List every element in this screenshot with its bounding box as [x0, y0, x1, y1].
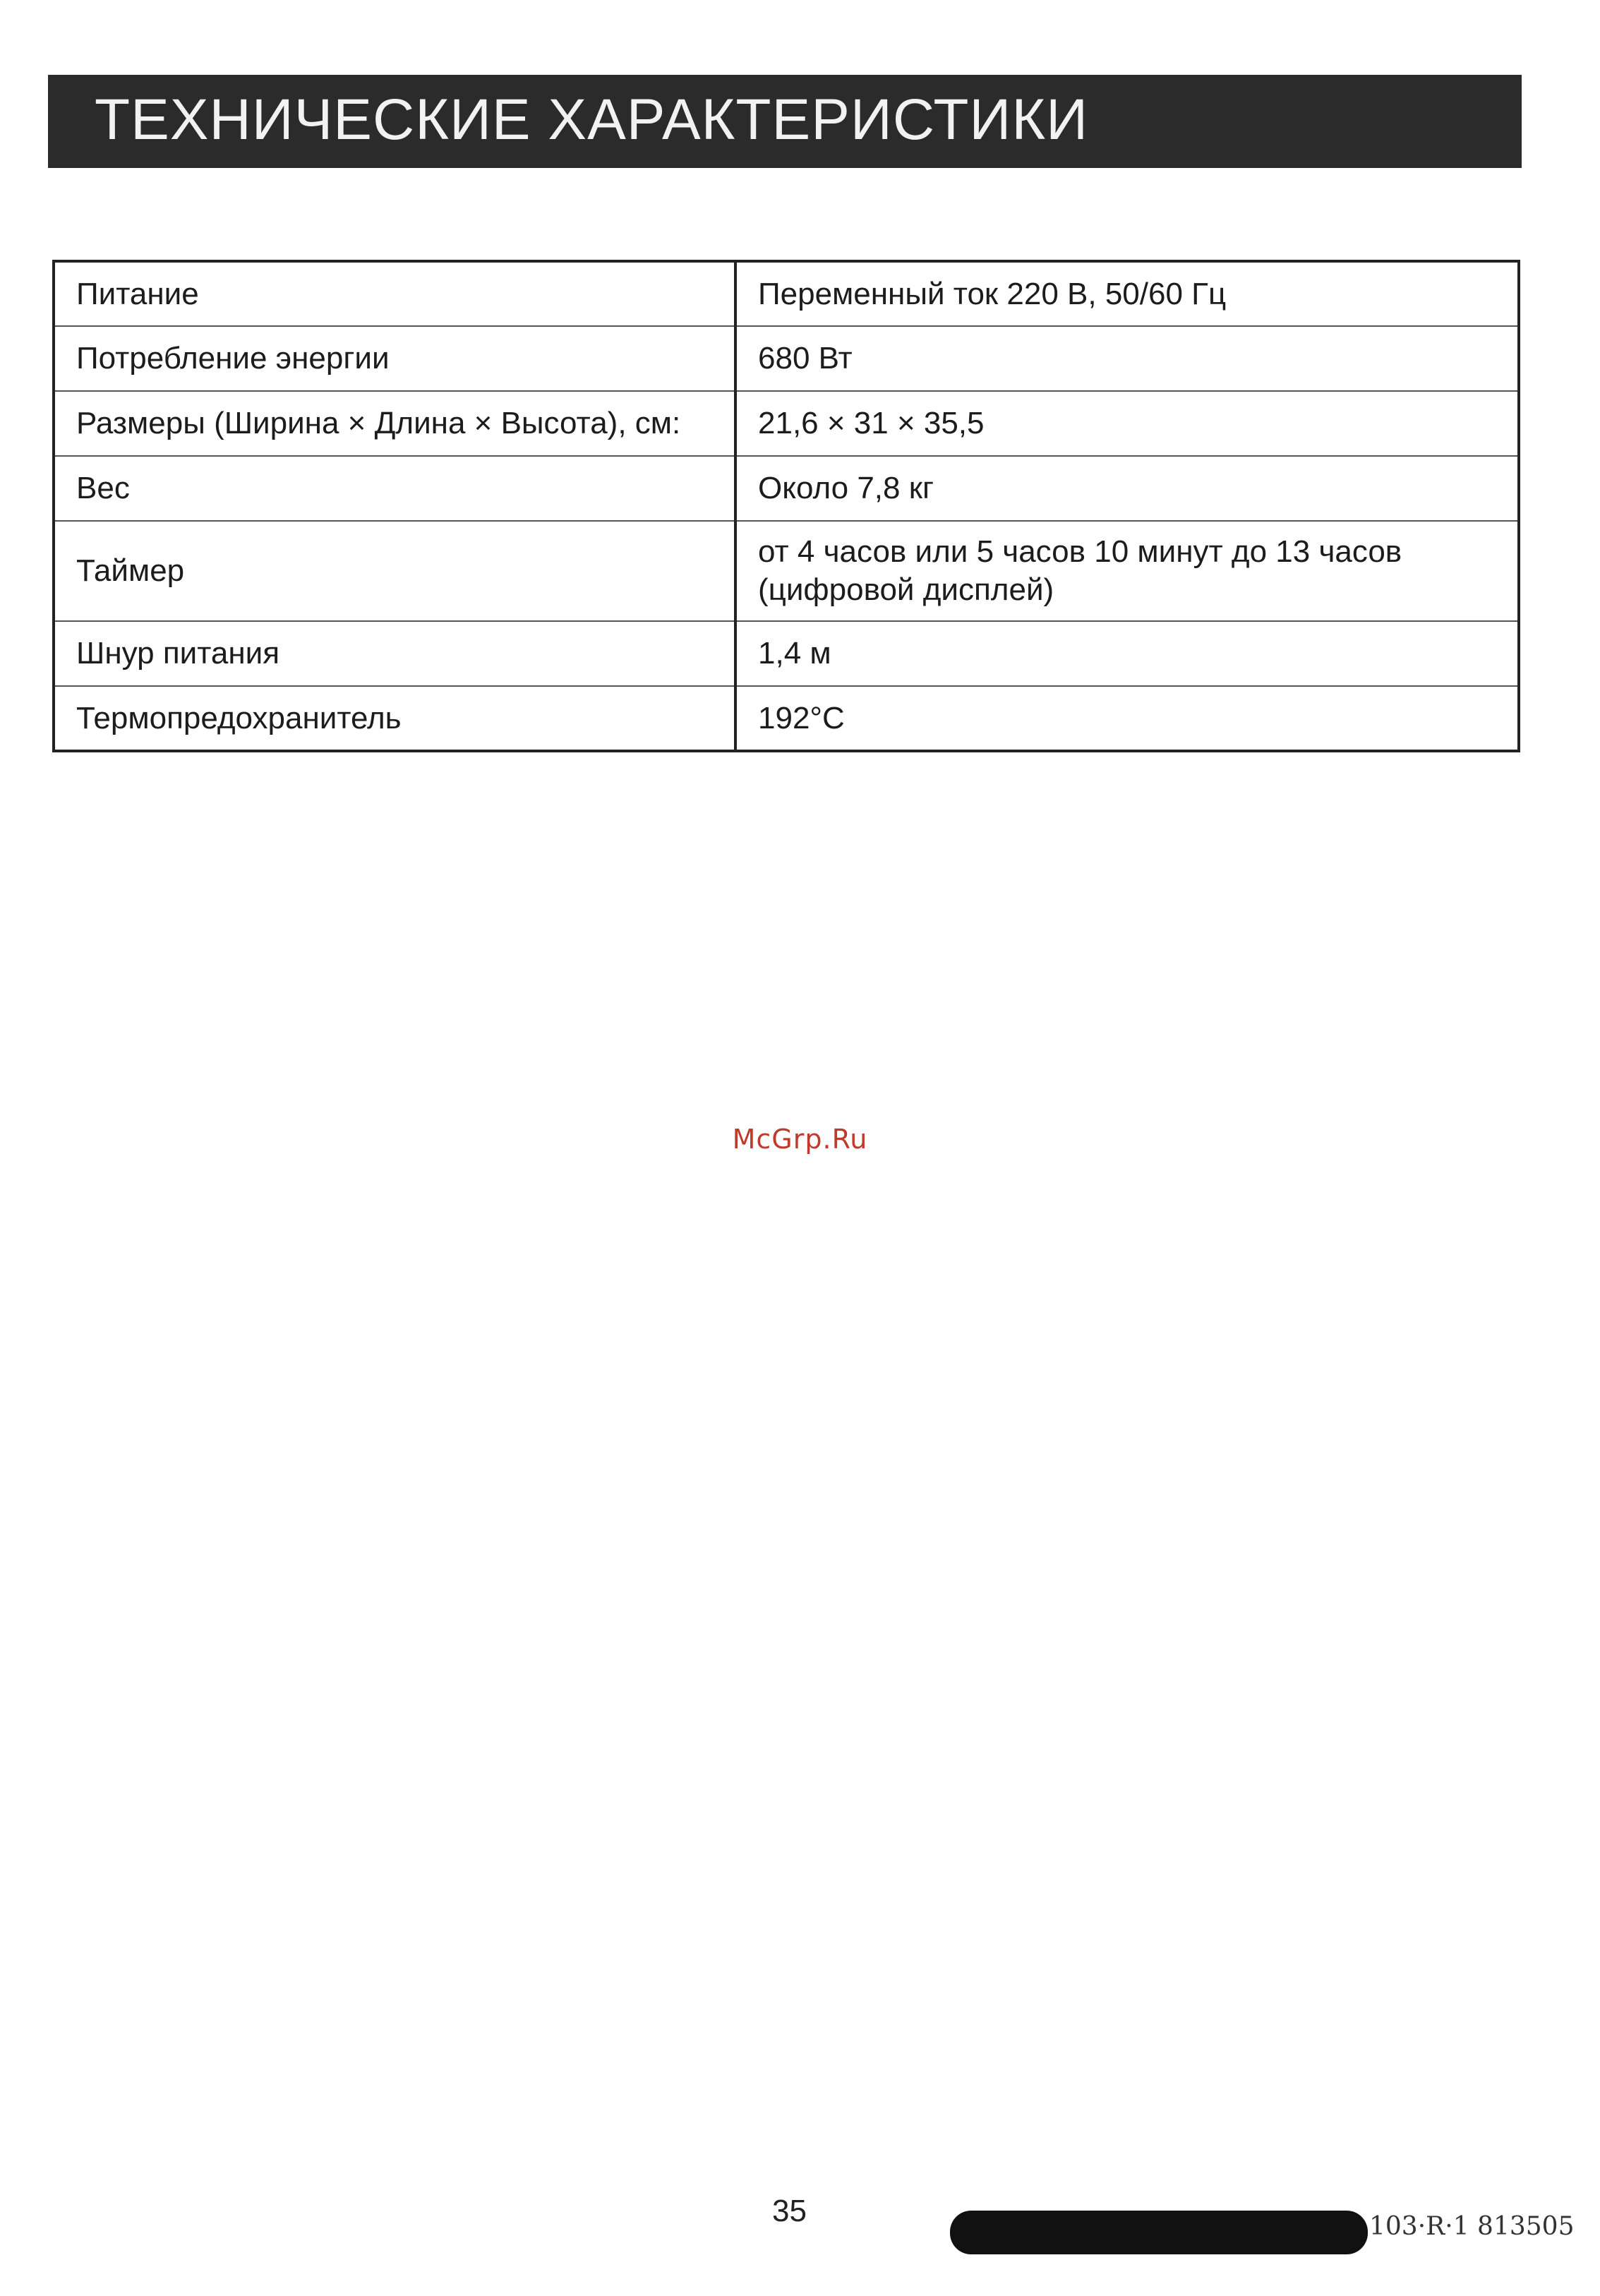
table-row — [54, 521, 1519, 621]
spec-label: Размеры (Ширина × Длина × Высота), см: — [54, 391, 735, 456]
spec-value: 680 Вт — [735, 326, 1519, 391]
specifications-table — [52, 260, 1520, 752]
table-row — [54, 326, 1519, 391]
spec-value-line: (цифровой дисплей) — [758, 572, 1054, 607]
spec-label: Таймер — [54, 521, 735, 621]
page-number: 35 — [772, 2194, 807, 2228]
table-row — [54, 456, 1519, 521]
spec-value: 21,6 × 31 × 35,5 — [735, 391, 1519, 456]
spec-value: Переменный ток 220 В, 50/60 Гц — [735, 261, 1519, 326]
spec-value-line: от 4 часов или 5 часов 10 минут до 13 часов — [758, 534, 1402, 569]
table-row — [54, 391, 1519, 456]
redaction-mark — [950, 2211, 1368, 2254]
table-row — [54, 686, 1519, 751]
watermark: McGrp.Ru — [732, 1124, 868, 1155]
spec-value: Около 7,8 кг — [735, 456, 1519, 521]
page-title: ТЕХНИЧЕСКИЕ ХАРАКТЕРИСТИКИ — [95, 88, 1089, 152]
title-bar — [48, 75, 1522, 168]
document-code: 103·R·1 813505 — [1369, 2212, 1575, 2241]
spec-value — [735, 521, 1519, 621]
table-row — [54, 261, 1519, 326]
spec-label: Термопредохранитель — [54, 686, 735, 751]
spec-value: 1,4 м — [735, 621, 1519, 686]
table-row — [54, 621, 1519, 686]
spec-label: Питание — [54, 261, 735, 326]
spec-label: Вес — [54, 456, 735, 521]
spec-label: Шнур питания — [54, 621, 735, 686]
spec-label: Потребление энергии — [54, 326, 735, 391]
spec-value: 192°C — [735, 686, 1519, 751]
